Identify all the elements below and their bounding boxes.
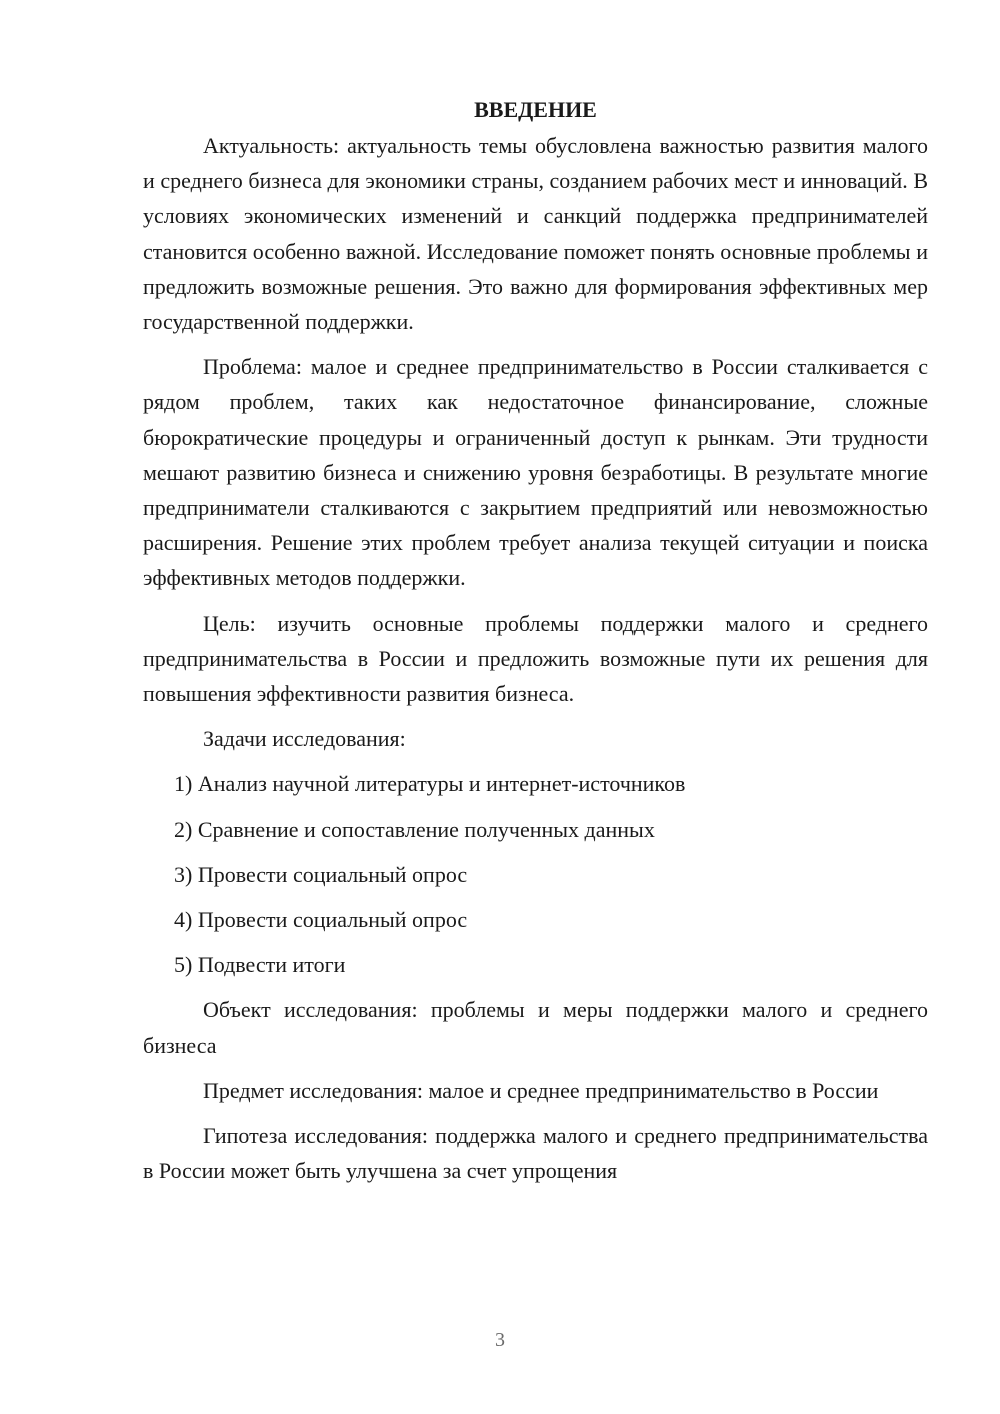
document-page xyxy=(143,92,928,1198)
task-item: 1) Анализ научной литературы и интернет-источников xyxy=(174,771,686,797)
document-title: ВВЕДЕНИЕ xyxy=(474,97,597,122)
paragraph-problem: Проблема: малое и среднее предпринимательство в России сталкивается с рядом проблем, таких как недостаточное финансирование, сложные бюрократические процедуры и ограниченный доступ к рынкам. Эти трудности мешают развитию бизнеса и снижению уровня безработицы. В результате многие предприниматели сталкиваются с закрытием предприятий или невозможностью расширения. Решение этих проблем требует анализа текущей ситуации и поиска эффективных методов поддержки. xyxy=(143,354,928,591)
paragraph-hypothesis: Гипотеза исследования: поддержка малого и среднего предпринимательства в России может быть улучшена за счет упрощения xyxy=(143,1123,928,1184)
paragraph-subject: Предмет исследования: малое и среднее предпринимательство в России xyxy=(203,1077,879,1103)
task-item: 4) Провести социальный опрос xyxy=(174,907,468,933)
paragraph-object: Объект исследования: проблемы и меры поддержки малого и среднего бизнеса xyxy=(143,997,928,1058)
task-item: 2) Сравнение и сопоставление полученных данных xyxy=(174,816,655,842)
tasks-label: Задачи исследования: xyxy=(203,726,406,752)
paragraph-goal: Цель: изучить основные проблемы поддержки малого и среднего предпринимательства в России и предложить возможные пути их решения для повышения эффективности развития бизнеса. xyxy=(143,610,928,707)
task-item: 3) Провести социальный опрос xyxy=(174,861,468,887)
paragraph-relevance: Актуальность: актуальность темы обусловлена важностью развития малого и среднего бизнеса для экономики страны, созданием рабочих мест и инноваций. В условиях экономических изменений и санкций поддержка предпринимателей становится особенно важной. Исследование поможет понять основные проблемы и предложить возможные решения. Это важно для формирования эффективных мер государственной поддержки. xyxy=(143,133,928,335)
task-item: 5) Подвести итоги xyxy=(174,952,346,978)
task-list xyxy=(143,766,928,982)
page-number: 3 xyxy=(495,1329,505,1351)
